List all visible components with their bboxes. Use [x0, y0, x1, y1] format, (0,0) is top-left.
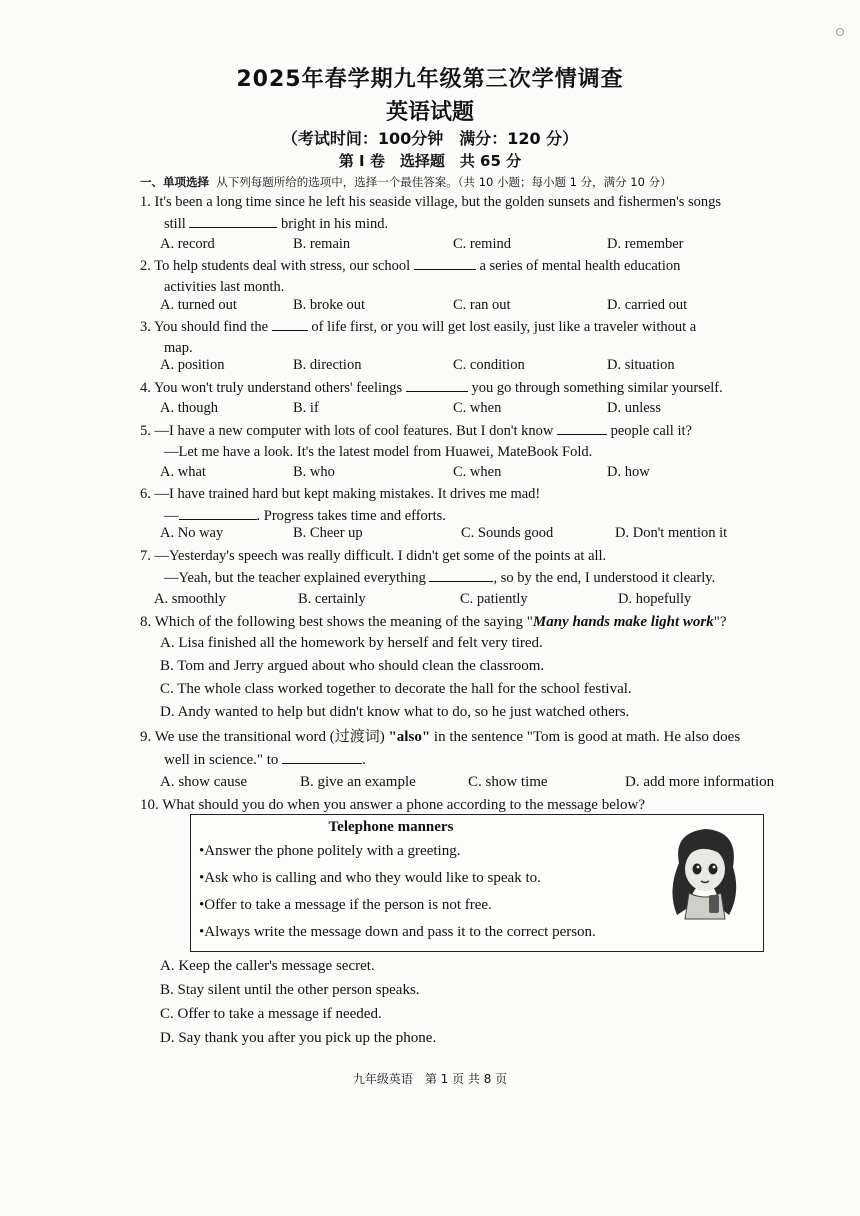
question-text: —Yesterday's speech was really difficult. I didn't get some of the points at all. — [154, 548, 607, 564]
option-a[interactable]: A. what — [160, 464, 206, 480]
question-text: of life first, or you will get lost easily, just like a traveler without a — [311, 319, 697, 335]
option-b[interactable]: B. Tom and Jerry argued about who should clean the classroom. — [160, 658, 545, 674]
answer-blank — [414, 255, 476, 270]
option-a[interactable]: A. record — [160, 236, 215, 252]
question-text: —I have a new computer with lots of cool features. But I don't know — [154, 423, 554, 439]
question-text: — — [164, 508, 179, 524]
question-text: bright in his mind. — [281, 216, 389, 232]
question-number: 8. — [140, 614, 152, 630]
question-9 — [140, 726, 810, 772]
question-text: , so by the end, I understood it clearly. — [493, 570, 716, 586]
corner-mark — [836, 28, 844, 36]
option-b[interactable]: B. if — [293, 400, 319, 416]
keyword-also: "also" — [388, 729, 431, 745]
question-4 — [140, 377, 810, 399]
question-text: Which of the following best shows the meaning of the saying " — [154, 614, 533, 630]
option-c[interactable]: C. Sounds good — [461, 525, 554, 541]
box-item: •Offer to take a message if the person is not free. — [199, 897, 492, 913]
question-text: —Let me have a look. It's the latest model from Huawei, MateBook Fold. — [164, 444, 593, 460]
question-text: . — [362, 752, 366, 768]
girl-illustration — [659, 823, 751, 923]
answer-blank — [179, 505, 257, 520]
question-number: 4. — [140, 380, 151, 396]
option-b[interactable]: B. Stay silent until the other person speaks. — [160, 982, 420, 998]
answer-blank — [272, 316, 308, 331]
question-1 — [140, 192, 810, 235]
option-d[interactable]: D. how — [607, 464, 650, 480]
option-b[interactable]: B. who — [293, 464, 335, 480]
answer-blank — [429, 567, 493, 582]
question-text: people call it? — [610, 423, 692, 439]
question-5 — [140, 420, 810, 463]
exam-subject: 英语试题 — [385, 100, 474, 125]
question-text: still — [164, 216, 186, 232]
question-text: You won't truly understand others' feelings — [153, 380, 403, 396]
option-d[interactable]: D. situation — [607, 357, 675, 373]
part-heading: 第 I 卷 选择题 共 65 分 — [338, 152, 522, 170]
section-heading — [140, 174, 830, 190]
box-title: Telephone manners — [328, 819, 454, 835]
option-d[interactable]: D. Don't mention it — [615, 525, 728, 541]
option-a[interactable]: A. Lisa finished all the homework by herself and felt very tired. — [160, 635, 543, 651]
box-item: •Answer the phone politely with a greeting. — [199, 843, 461, 859]
option-d[interactable]: D. add more information — [625, 774, 775, 790]
page-footer: 九年级英语 第 1 页 共 8 页 — [352, 1072, 508, 1086]
question-number: 1. — [140, 194, 151, 210]
option-a[interactable]: A. turned out — [160, 297, 237, 313]
option-d[interactable]: D. Andy wanted to help but didn't know what to do, so he just watched others. — [160, 704, 630, 720]
option-c[interactable]: C. patiently — [460, 591, 528, 607]
question-text: What should you do when you answer a phone according to the message below? — [162, 797, 646, 813]
answer-blank — [406, 377, 468, 392]
option-c[interactable]: C. Offer to take a message if needed. — [160, 1006, 382, 1022]
question-text: a series of mental health education — [479, 258, 681, 274]
question-text: —I have trained hard but kept making mistakes. It drives me mad! — [154, 486, 541, 502]
option-b[interactable]: B. Cheer up — [293, 525, 363, 541]
option-d[interactable]: D. unless — [607, 400, 661, 416]
question-7 — [140, 546, 810, 589]
option-a[interactable]: A. show cause — [160, 774, 248, 790]
option-c[interactable]: C. remind — [453, 236, 511, 252]
question-3 — [140, 316, 810, 359]
option-b[interactable]: B. give an example — [300, 774, 416, 790]
exam-title: 2025年春学期九年级第三次学情调查 — [236, 67, 624, 92]
question-number: 7. — [140, 548, 151, 564]
option-d[interactable]: D. remember — [607, 236, 684, 252]
question-text: "? — [713, 614, 727, 630]
section-instruction: 从下列每题所给的选项中，选择一个最佳答案。（共 10 小题；每小题 1 分，满分 10 分） — [216, 175, 672, 189]
question-text: You should find the — [153, 319, 269, 335]
option-b[interactable]: B. remain — [293, 236, 351, 252]
question-text: —Yeah, but the teacher explained everything — [164, 570, 426, 586]
option-c[interactable]: C. when — [453, 400, 502, 416]
section-label: 一、单项选择 — [140, 175, 209, 189]
box-item: •Always write the message down and pass it to the correct person. — [199, 924, 596, 940]
question-text: activities last month. — [164, 279, 285, 295]
option-c[interactable]: C. when — [453, 464, 502, 480]
question-number: 3. — [140, 319, 151, 335]
question-text: To help students deal with stress, our school — [154, 258, 411, 274]
option-d[interactable]: D. hopefully — [618, 591, 692, 607]
saying-text: Many hands make light work — [532, 614, 714, 630]
question-text: We use the transitional word (过渡词) — [154, 729, 389, 745]
question-6 — [140, 484, 810, 527]
option-c[interactable]: C. show time — [468, 774, 548, 790]
question-10 — [140, 795, 810, 816]
option-b[interactable]: B. broke out — [293, 297, 366, 313]
option-a[interactable]: A. position — [160, 357, 225, 373]
option-c[interactable]: C. condition — [453, 357, 525, 373]
question-text: . Progress takes time and efforts. — [256, 508, 446, 524]
answer-blank — [282, 749, 362, 764]
option-d[interactable]: D. carried out — [607, 297, 688, 313]
answer-blank — [189, 213, 277, 228]
option-c[interactable]: C. The whole class worked together to decorate the hall for the school festival. — [160, 681, 632, 697]
question-number: 2. — [140, 258, 151, 274]
exam-meta: （考试时间：100分钟 满分：120 分） — [281, 129, 579, 148]
telephone-manners-box — [190, 814, 764, 952]
option-c[interactable]: C. ran out — [453, 297, 511, 313]
question-2 — [140, 255, 810, 298]
question-text: you go through something similar yourself. — [471, 380, 723, 396]
answer-blank — [557, 420, 607, 435]
question-number: 9. — [140, 729, 152, 745]
option-b[interactable]: B. direction — [293, 357, 362, 373]
option-a[interactable]: A. Keep the caller's message secret. — [160, 958, 375, 974]
question-number: 10. — [140, 797, 159, 813]
option-d[interactable]: D. Say thank you after you pick up the phone. — [160, 1030, 437, 1046]
question-text: It's been a long time since he left his seaside village, but the golden sunsets and fishermen's songs — [154, 194, 722, 210]
question-8 — [140, 612, 810, 633]
question-text: map. — [164, 340, 193, 356]
question-number: 5. — [140, 423, 151, 439]
question-text: in the sentence "Tom is good at math. He also does — [430, 729, 741, 745]
option-a[interactable]: A. smoothly — [154, 591, 226, 607]
box-item: •Ask who is calling and who they would like to speak to. — [199, 870, 541, 886]
question-text: well in science." to — [164, 752, 279, 768]
option-a[interactable]: A. though — [160, 400, 218, 416]
option-b[interactable]: B. certainly — [298, 591, 366, 607]
option-a[interactable]: A. No way — [160, 525, 224, 541]
question-number: 6. — [140, 486, 151, 502]
